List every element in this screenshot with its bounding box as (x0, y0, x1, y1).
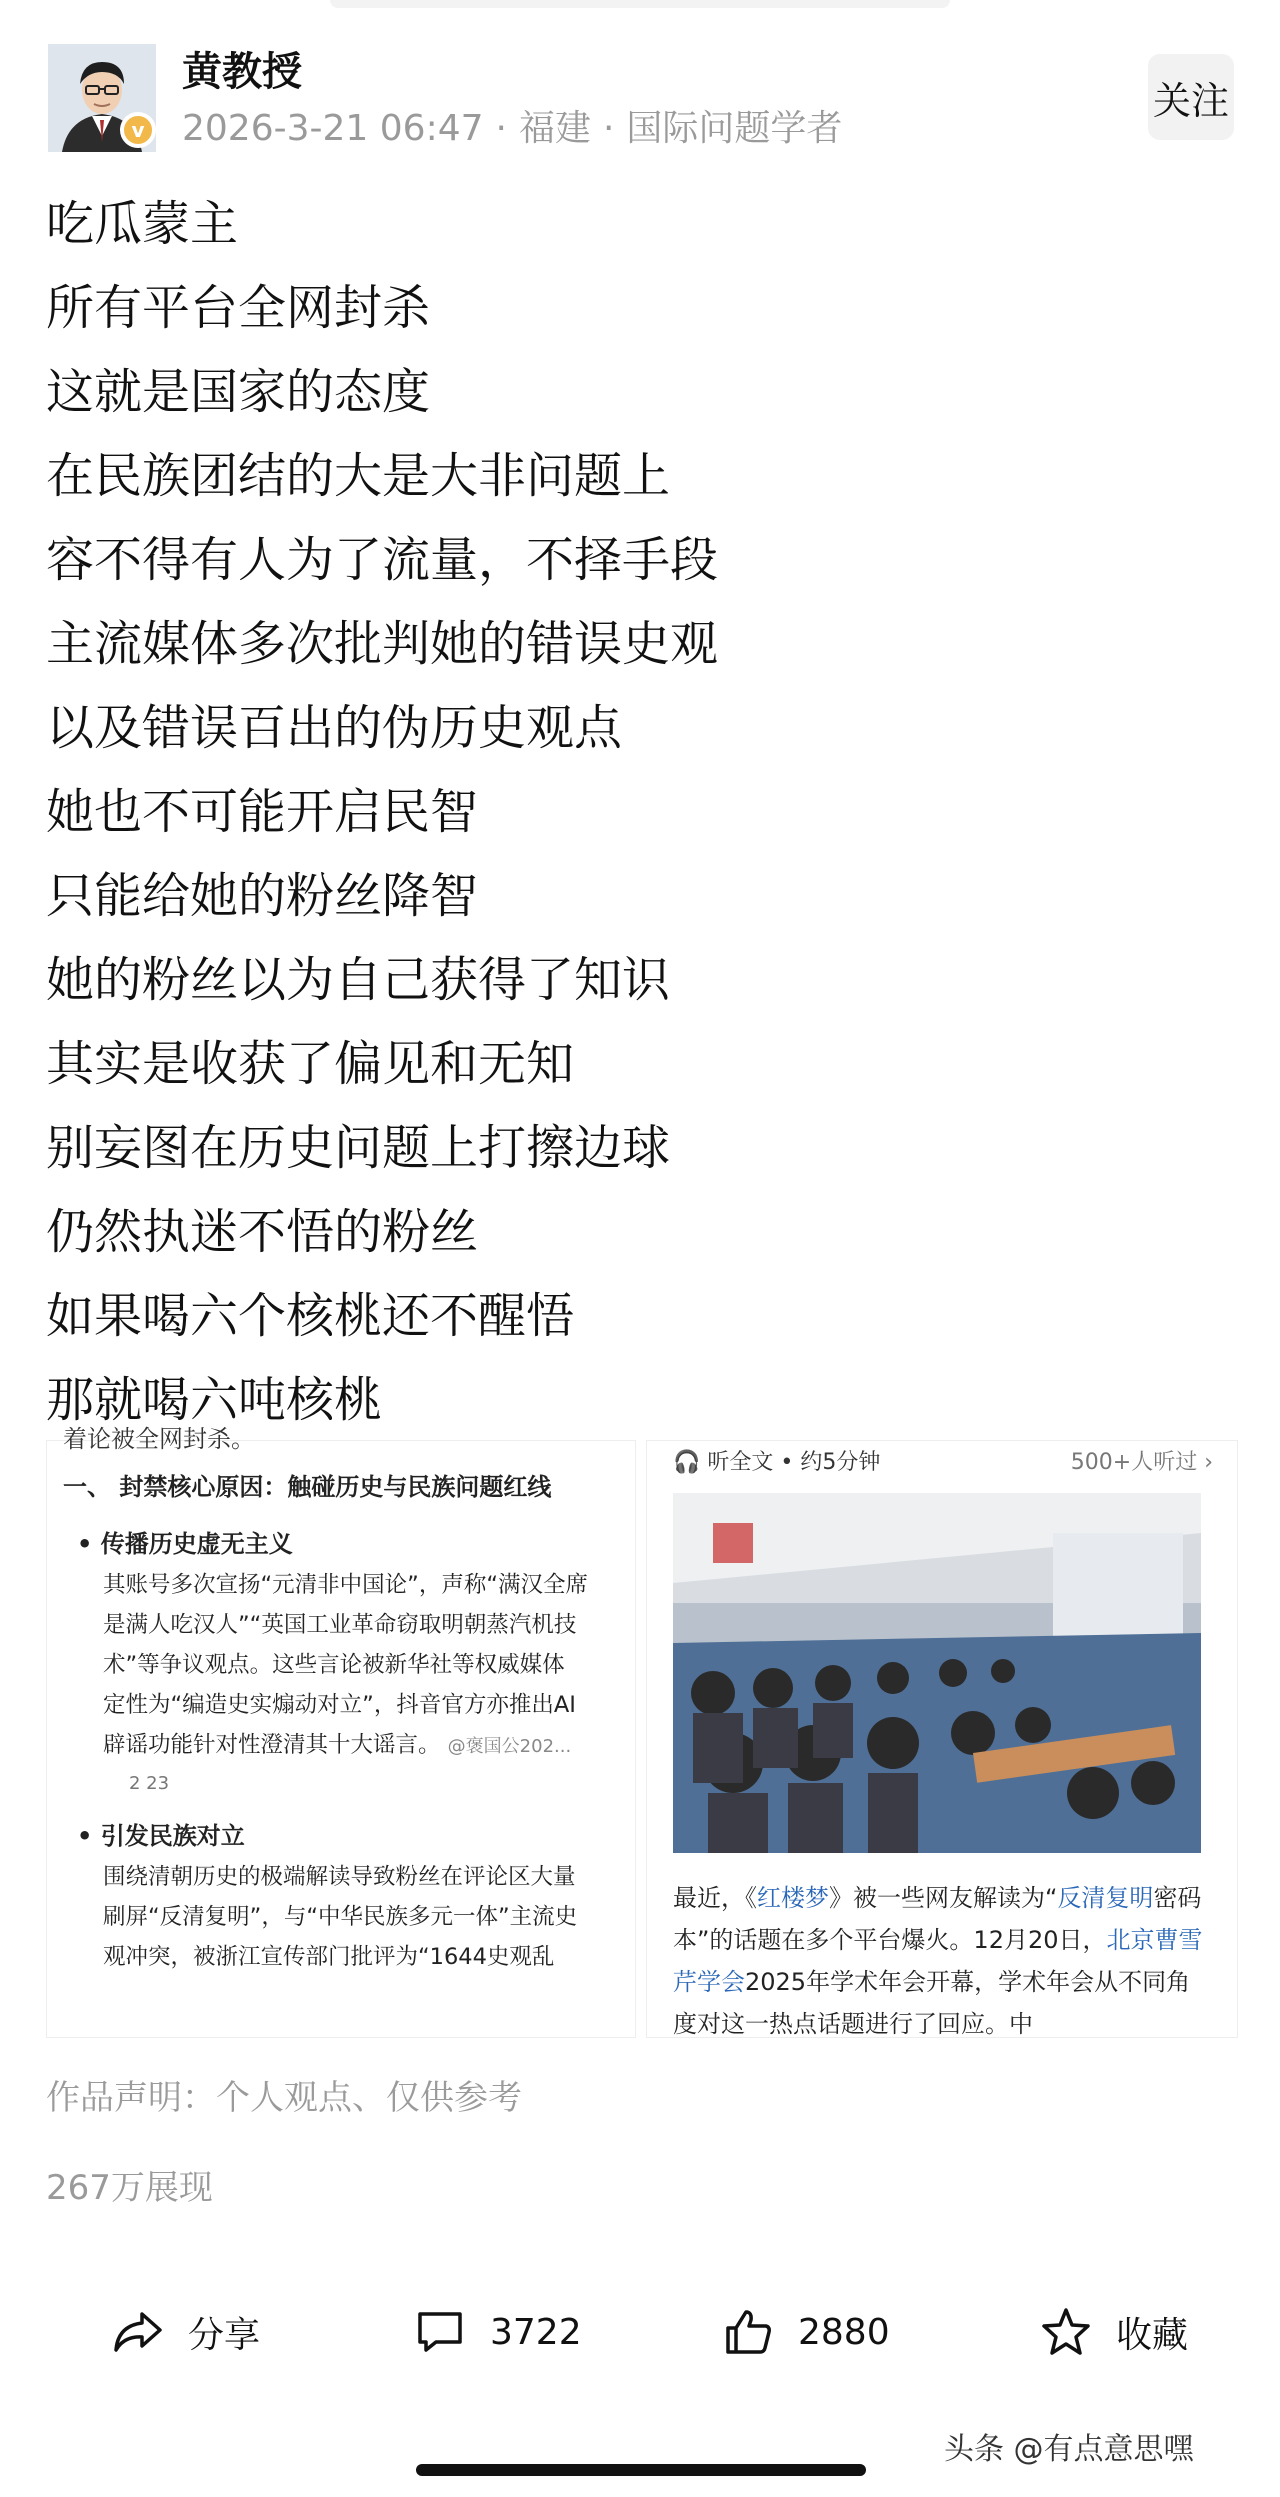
action-bar (0, 2292, 1280, 2372)
doc-bullet: • 传播历史虚无主义 (77, 1530, 293, 1558)
caption-text: 最近，《 (673, 1884, 757, 1912)
doc-paragraph (63, 1857, 633, 1977)
caption-text: 》被一些网友解读为“ (829, 1884, 1058, 1912)
view-count: 267万展现 (46, 2168, 213, 2208)
post-images (46, 1425, 1236, 2038)
share-icon (110, 2304, 166, 2360)
watermark: 头条 @有点意思嘿 (944, 2432, 1194, 2467)
verified-badge-icon: v (120, 112, 156, 148)
post-body (46, 182, 1246, 1442)
post-line: 在民族团结的大是大非问题上 (46, 448, 671, 504)
favorite-label: 收藏 (1116, 2314, 1189, 2356)
audio-label: 听全文 • 约5分钟 (707, 1449, 881, 1475)
post-line: 别妄图在历史问题上打擦边球 (46, 1120, 671, 1176)
post-line: 如果喝六个核桃还不醒悟 (46, 1288, 575, 1344)
article-caption (673, 1877, 1213, 2045)
post-line: 以及错误百出的伪历史观点 (46, 700, 623, 756)
author-name[interactable]: 黄教授 (182, 49, 302, 95)
share-button[interactable] (110, 2292, 260, 2372)
post-location: 福建 (518, 108, 591, 149)
top-notch-bar (330, 0, 950, 8)
meta-separator: · (602, 108, 615, 149)
favorite-button[interactable] (1038, 2292, 1188, 2372)
doc-line: 其账号多次宣扬“元清非中国论”，声称“满汉全席 (103, 1572, 588, 1598)
doc-line: 是满人吃汉人”“英国工业革命窃取明朝蒸汽机技 (103, 1612, 577, 1638)
post-line: 容不得有人为了流量，不择手段 (46, 532, 719, 588)
doc-bullet: • 引发民族对立 (77, 1822, 245, 1850)
post-line: 只能给她的粉丝降智 (46, 868, 479, 924)
like-button[interactable] (720, 2292, 890, 2372)
post-line: 吃瓜蒙主 (46, 196, 239, 252)
follow-button[interactable]: 关注 (1148, 54, 1234, 140)
post-line: 所有平台全网封杀 (46, 280, 431, 336)
screenshot-image-2[interactable] (646, 1440, 1238, 2038)
post-line: 她也不可能开启民智 (46, 784, 479, 840)
doc-line: 定性为“编造史实煽动对立”，抖音官方亦推出AI (103, 1692, 576, 1718)
post-line: 主流媒体多次批判她的错误史观 (46, 616, 719, 672)
meta-separator: · (495, 108, 507, 149)
audio-label-wrap (673, 1445, 880, 1476)
comment-button[interactable] (412, 2292, 582, 2372)
doc-line: 术”等争议观点。这些言论被新华社等权威媒体 (103, 1652, 565, 1678)
star-icon (1038, 2304, 1094, 2360)
comment-count: 3722 (490, 2311, 582, 2353)
post-line: 她的粉丝以为自己获得了知识 (46, 952, 671, 1008)
doc-line: 围绕清朝历史的极端解读导致粉丝在评论区大量 (103, 1864, 576, 1890)
conference-photo-drawing (673, 1493, 1201, 1853)
comment-icon (412, 2304, 468, 2360)
doc-line: 观冲突，被浙江宣传部门批评为“1644史观乱 (103, 1944, 555, 1970)
caption-text: 2025年学术年会开幕，学术年会从不同角度对这一热点话题进行了回应。中 (673, 1968, 1191, 2038)
thumbs-up-icon (720, 2304, 776, 2360)
post-meta (182, 100, 842, 151)
post-line: 那就喝六吨核桃 (46, 1372, 383, 1428)
doc-source: @褒国公202... (447, 1736, 572, 1757)
home-indicator[interactable] (416, 2464, 866, 2476)
doc-heading: 一、 封禁核心原因：触碰历史与民族问题红线 (63, 1473, 552, 1501)
doc-line (103, 1725, 633, 1767)
like-count: 2880 (798, 2311, 890, 2353)
post-header (0, 30, 1280, 160)
content-statement: 作品声明：个人观点、仅供参考 (46, 2078, 522, 2118)
post-line: 其实是收获了偏见和无知 (46, 1036, 575, 1092)
doc-line-text: 辟谣功能针对性澄清其十大谣言。 (103, 1732, 441, 1758)
share-label: 分享 (188, 2314, 261, 2356)
author-title: 国际问题学者 (626, 108, 843, 149)
post-line: 这就是国家的态度 (46, 364, 431, 420)
post-date: 2026-3-21 06:47 (182, 108, 484, 149)
cut-text: 着论被全网封杀。 (63, 1425, 255, 1453)
caption-link[interactable]: 反清复明 (1057, 1884, 1154, 1912)
headphones-icon: 🎧 (673, 1449, 701, 1475)
audio-bar[interactable] (673, 1441, 1213, 1479)
caption-link[interactable]: 红楼梦 (757, 1884, 829, 1912)
post-line: 仍然执迷不悟的粉丝 (46, 1204, 479, 1260)
screenshot-image-1[interactable] (46, 1425, 636, 2038)
doc-excerpt (63, 1425, 633, 1977)
doc-paragraph (63, 1565, 633, 1767)
doc-line: 刷屏“反清复明”，与“中华民族多元一体”主流史 (103, 1904, 578, 1930)
caption-text: 密码本”的话题在多个平台爆火。12月20日， (673, 1884, 1202, 1954)
conference-photo (673, 1493, 1201, 1853)
doc-ref-nums: 2 23 (129, 1773, 170, 1794)
audio-count: 500+人听过 › (1070, 1449, 1213, 1475)
caption-link[interactable]: 北京曹雪芹学会 (673, 1926, 1203, 1996)
